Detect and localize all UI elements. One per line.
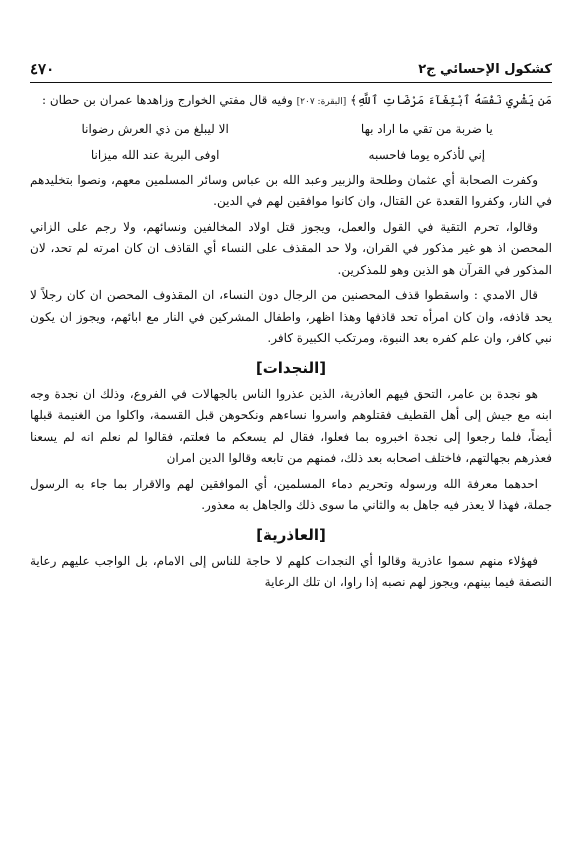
running-title: كشكول الإحسائي ج٢: [418, 61, 552, 77]
paragraph-quran-verse: [30, 90, 552, 114]
verse-reference: [البقرة: ٢٠٧]: [296, 97, 347, 107]
poem-hemistich: إني لأذكره يوما فاحسبه: [368, 147, 486, 162]
poem-hemistich: اوفى البرية عند الله ميزانا: [90, 147, 220, 162]
poem-hemistich: الا ليبلغ من ذي العرش رضوانا: [81, 121, 229, 136]
paragraph: هو نجدة بن عامر، التحق فيهم العاذرية، الذين عذروا الناس بالجهالات في الفروع، وذلك ان نجدة وجه ابنه مع جيش إلى أهل القطيف فقتلوهم واسروا نساءهم ونكحوهن قبل القسمة، واكلوا من الغنيمة قبلها أيضاً، فلما رجعوا إلى نجدة اخبروه بما فعلوا، فقال لم يسعكم ما فعلتم، فقالوا لم نعلم انه لم يسعنا فعذرهم بجهالتهم، فاختلف اصحابه بعد ذلك، فمنهم من تابعه وقالوا الدين امران: [30, 386, 552, 465]
section-heading-adhiriya: [العاذرية]: [256, 525, 326, 544]
paragraph: وكفرت الصحابة أي عثمان وطلحة والزبير وعبد الله بن عباس وسائر المسلمين معهم، ونصوا بتخليدهم في النار، وكفروا القعدة عن القتال، وان كانوا موافقين لهم في الدين.: [30, 172, 552, 208]
paragraph: احدهما معرفة الله ورسوله وتحريم دماء المسلمين، أي الموافقين لهم والاقرار بما جاء به الرسول جملة، فهذا لا يعذر فيه جاهل به والثاني ما سوى ذلك والجاهل به معذور.: [30, 476, 552, 512]
poem-verse: [30, 142, 552, 168]
poem-hemistich: يا ضربة من تقي ما اراد بها: [360, 121, 493, 136]
paragraph: فهؤلاء منهم سموا عاذرية وقالوا أي النجدات كلهم لا حاجة للناس إلى الامام، بل الواجب عليهم رعاية النصفة فيما بينهم، ويجوز لهم نصبه إذا راوا، ان تلك الرعاية: [30, 553, 552, 589]
section-heading-najdat: [النجدات]: [255, 358, 327, 377]
poem: [30, 116, 552, 168]
paragraph: قال الامدي : واسقطوا قذف المحصنين من الرجال دون النساء، ان المقذوف المحصن ان كان رجلاً لا يحد قاذفه، وان كان امرأه تحد قاذفها وهذا اظهر، واطفال المشركين في النار مع ابائهم، ويجوز ان يكون نبي كافر، وان علم كفره بعد النبوة، ومرتكب الكبيرة كافر.: [30, 288, 552, 345]
quran-verse: مَن يَشْرِي نَفْسَهُ ٱبْتِغَآءَ مَرْضَاتِ ٱللَّهِ﴾: [350, 93, 552, 107]
paragraph-text: وفيه قال مفتي الخوارج وزاهدها عمران بن حطان :: [42, 93, 293, 107]
paragraph: وقالوا، تحرم التقية في القول والعمل، ويجوز قتل اولاد المخالفين ونسائهم، ولا رجم على الزاني المحصن اذ هو غير مذكور في القران، ولا حد المقذف على النساء أي القاذف ان كان امرته لم تحد، لان المذكور في القرآن هو الذين وهو للمذكرين.: [30, 219, 552, 277]
header-rule: [30, 82, 552, 83]
page-header: [30, 58, 552, 80]
page-body: [30, 90, 552, 594]
poem-verse: [30, 116, 552, 142]
page-number: ٤٧٠: [30, 60, 55, 78]
